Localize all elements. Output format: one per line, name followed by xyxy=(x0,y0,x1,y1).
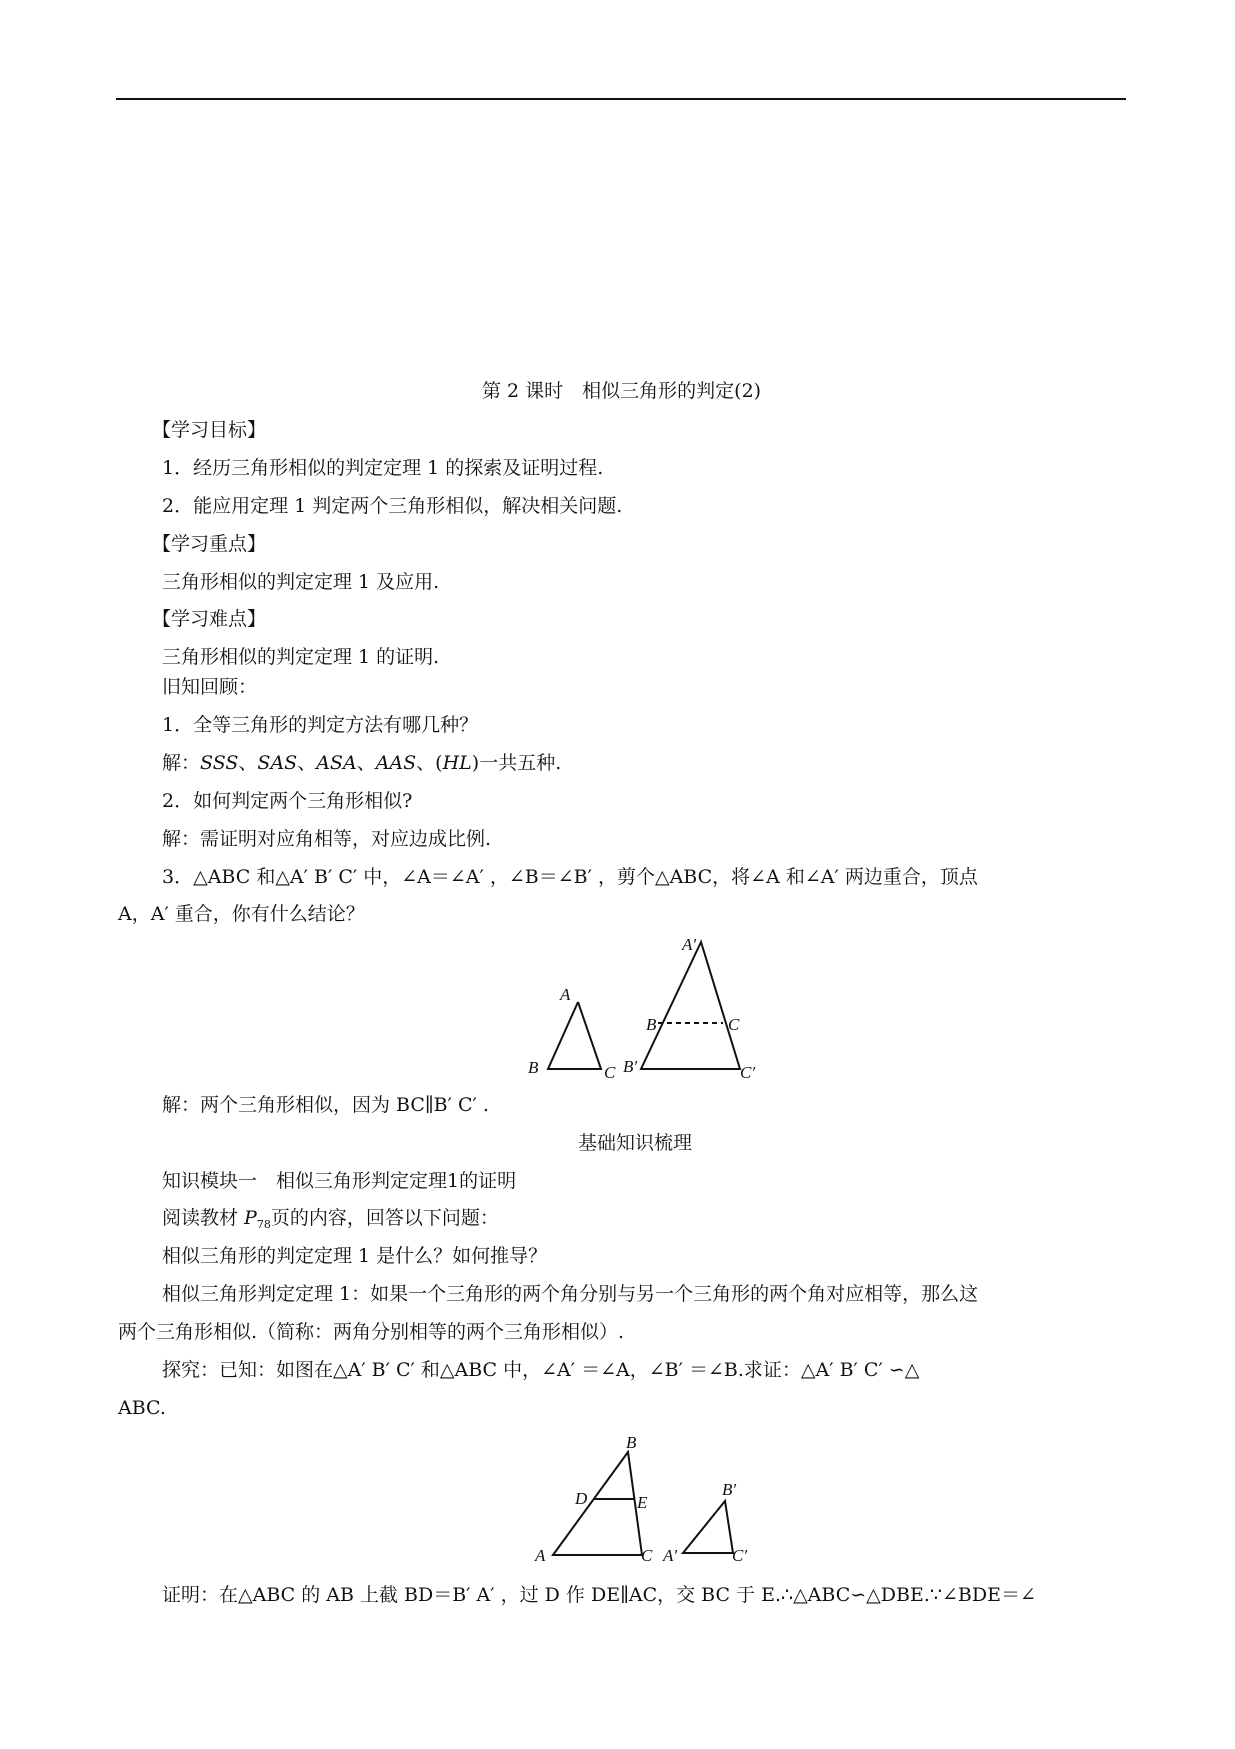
theorem-line-1: 相似三角形判定定理 1：如果一个三角形的两个角分别与另一个三角形的两个角对应相等，那么这 xyxy=(162,1283,979,1305)
label-large-b-prime: B′ xyxy=(623,1057,638,1076)
method-hl: HL xyxy=(442,752,472,774)
difficulty-text: 三角形相似的判定定理 1 的证明. xyxy=(162,646,440,668)
triangle-abc-outline xyxy=(553,1452,642,1555)
label-b: B xyxy=(626,1433,637,1452)
theorem-line-2: 两个三角形相似.（简称：两角分别相等的两个三角形相似）. xyxy=(118,1321,625,1343)
answer-2: 解：需证明对应角相等，对应边成比例. xyxy=(162,828,492,850)
question-1: 1．全等三角形的判定方法有哪几种？ xyxy=(162,714,479,736)
question-2: 2．如何判定两个三角形相似? xyxy=(162,790,413,812)
explore-line-2: ABC. xyxy=(118,1397,166,1419)
page-number: 78 xyxy=(256,1218,271,1231)
large-triangle-outline xyxy=(641,942,740,1069)
label-large-a-prime: A′ xyxy=(682,935,697,954)
label-small-a: A xyxy=(560,985,571,1004)
section-basic: 基础知识梳理 xyxy=(578,1132,693,1154)
section-goals: 【学习目标】 xyxy=(152,419,267,441)
paren-open: ( xyxy=(435,752,443,774)
small-triangle xyxy=(548,1002,601,1069)
label-large-c-prime: C′ xyxy=(740,1063,756,1082)
page-title: 第 2 课时 相似三角形的判定(2) xyxy=(482,380,762,402)
read-pre: 阅读教材 xyxy=(162,1207,245,1229)
read-instruction xyxy=(162,1206,499,1237)
question-3-line-2: A，A′ 重合，你有什么结论？ xyxy=(118,903,365,925)
review-heading: 旧知回顾： xyxy=(162,676,258,698)
label-large-c: C xyxy=(728,1015,740,1034)
page-letter: P xyxy=(244,1207,257,1229)
method-sas: SAS xyxy=(257,752,298,774)
goal-2: 2．能应用定理 1 判定两个三角形相似，解决相关问题. xyxy=(162,495,623,517)
method-sss: SSS xyxy=(200,752,239,774)
label-c: C xyxy=(641,1546,653,1565)
paren-close: ) xyxy=(471,752,480,774)
label-b-prime: B′ xyxy=(722,1480,737,1499)
separator: 、 xyxy=(297,752,317,774)
module-1-heading: 知识模块一 相似三角形判定定理1的证明 xyxy=(162,1170,517,1192)
separator: 、 xyxy=(416,752,436,774)
theorem-question: 相似三角形的判定定理 1 是什么？如何推导？ xyxy=(162,1245,548,1267)
separator: 、 xyxy=(238,752,258,774)
label-d: D xyxy=(575,1489,588,1508)
method-asa: ASA xyxy=(316,752,357,774)
figure-2-large-triangle xyxy=(553,1452,642,1555)
section-difficulty: 【学习难点】 xyxy=(152,608,267,630)
read-post: 页的内容，回答以下问题： xyxy=(270,1207,499,1229)
answer-1-suffix: 一共五种. xyxy=(479,752,562,774)
section-key: 【学习重点】 xyxy=(152,533,267,555)
explore-line-1: 探究：已知：如图在△A′ B′ C′ 和△ABC 中，∠A′ ＝∠A，∠B′ ＝∠B.求证：△A′ B′ C′ ∽△ xyxy=(162,1359,920,1381)
figure-2-small-triangle xyxy=(683,1501,733,1553)
answer-1-prefix: 解： xyxy=(162,752,201,774)
goal-1: 1．经历三角形相似的判定定理 1 的探索及证明过程. xyxy=(162,457,604,479)
label-small-b: B xyxy=(528,1058,539,1077)
label-a: A xyxy=(535,1546,546,1565)
label-small-c: C xyxy=(604,1063,616,1082)
large-triangle xyxy=(641,942,740,1069)
label-e: E xyxy=(637,1493,648,1512)
answer-3: 解：两个三角形相似，因为 BC∥B′ C′ . xyxy=(162,1094,489,1116)
question-3-line-1: 3．△ABC 和△A′ B′ C′ 中，∠A＝∠A′ ，∠B＝∠B′ ，剪个△ABC，将∠A 和∠A′ 两边重合，顶点 xyxy=(162,866,978,888)
proof-line: 证明：在△ABC 的 AB 上截 BD＝B′ A′ ，过 D 作 DE∥AC，交 BC 于 E.∴△ABC∽△DBE.∵∠BDE＝∠ xyxy=(162,1584,1036,1606)
label-a-prime: A′ xyxy=(663,1546,678,1565)
label-c-prime: C′ xyxy=(732,1546,748,1565)
method-aas: AAS xyxy=(375,752,417,774)
small-triangle-outline xyxy=(548,1002,601,1069)
separator: 、 xyxy=(356,752,376,774)
label-large-b: B xyxy=(646,1015,657,1034)
key-text: 三角形相似的判定定理 1 及应用. xyxy=(162,571,440,593)
triangle-abc-prime-outline xyxy=(683,1501,733,1553)
